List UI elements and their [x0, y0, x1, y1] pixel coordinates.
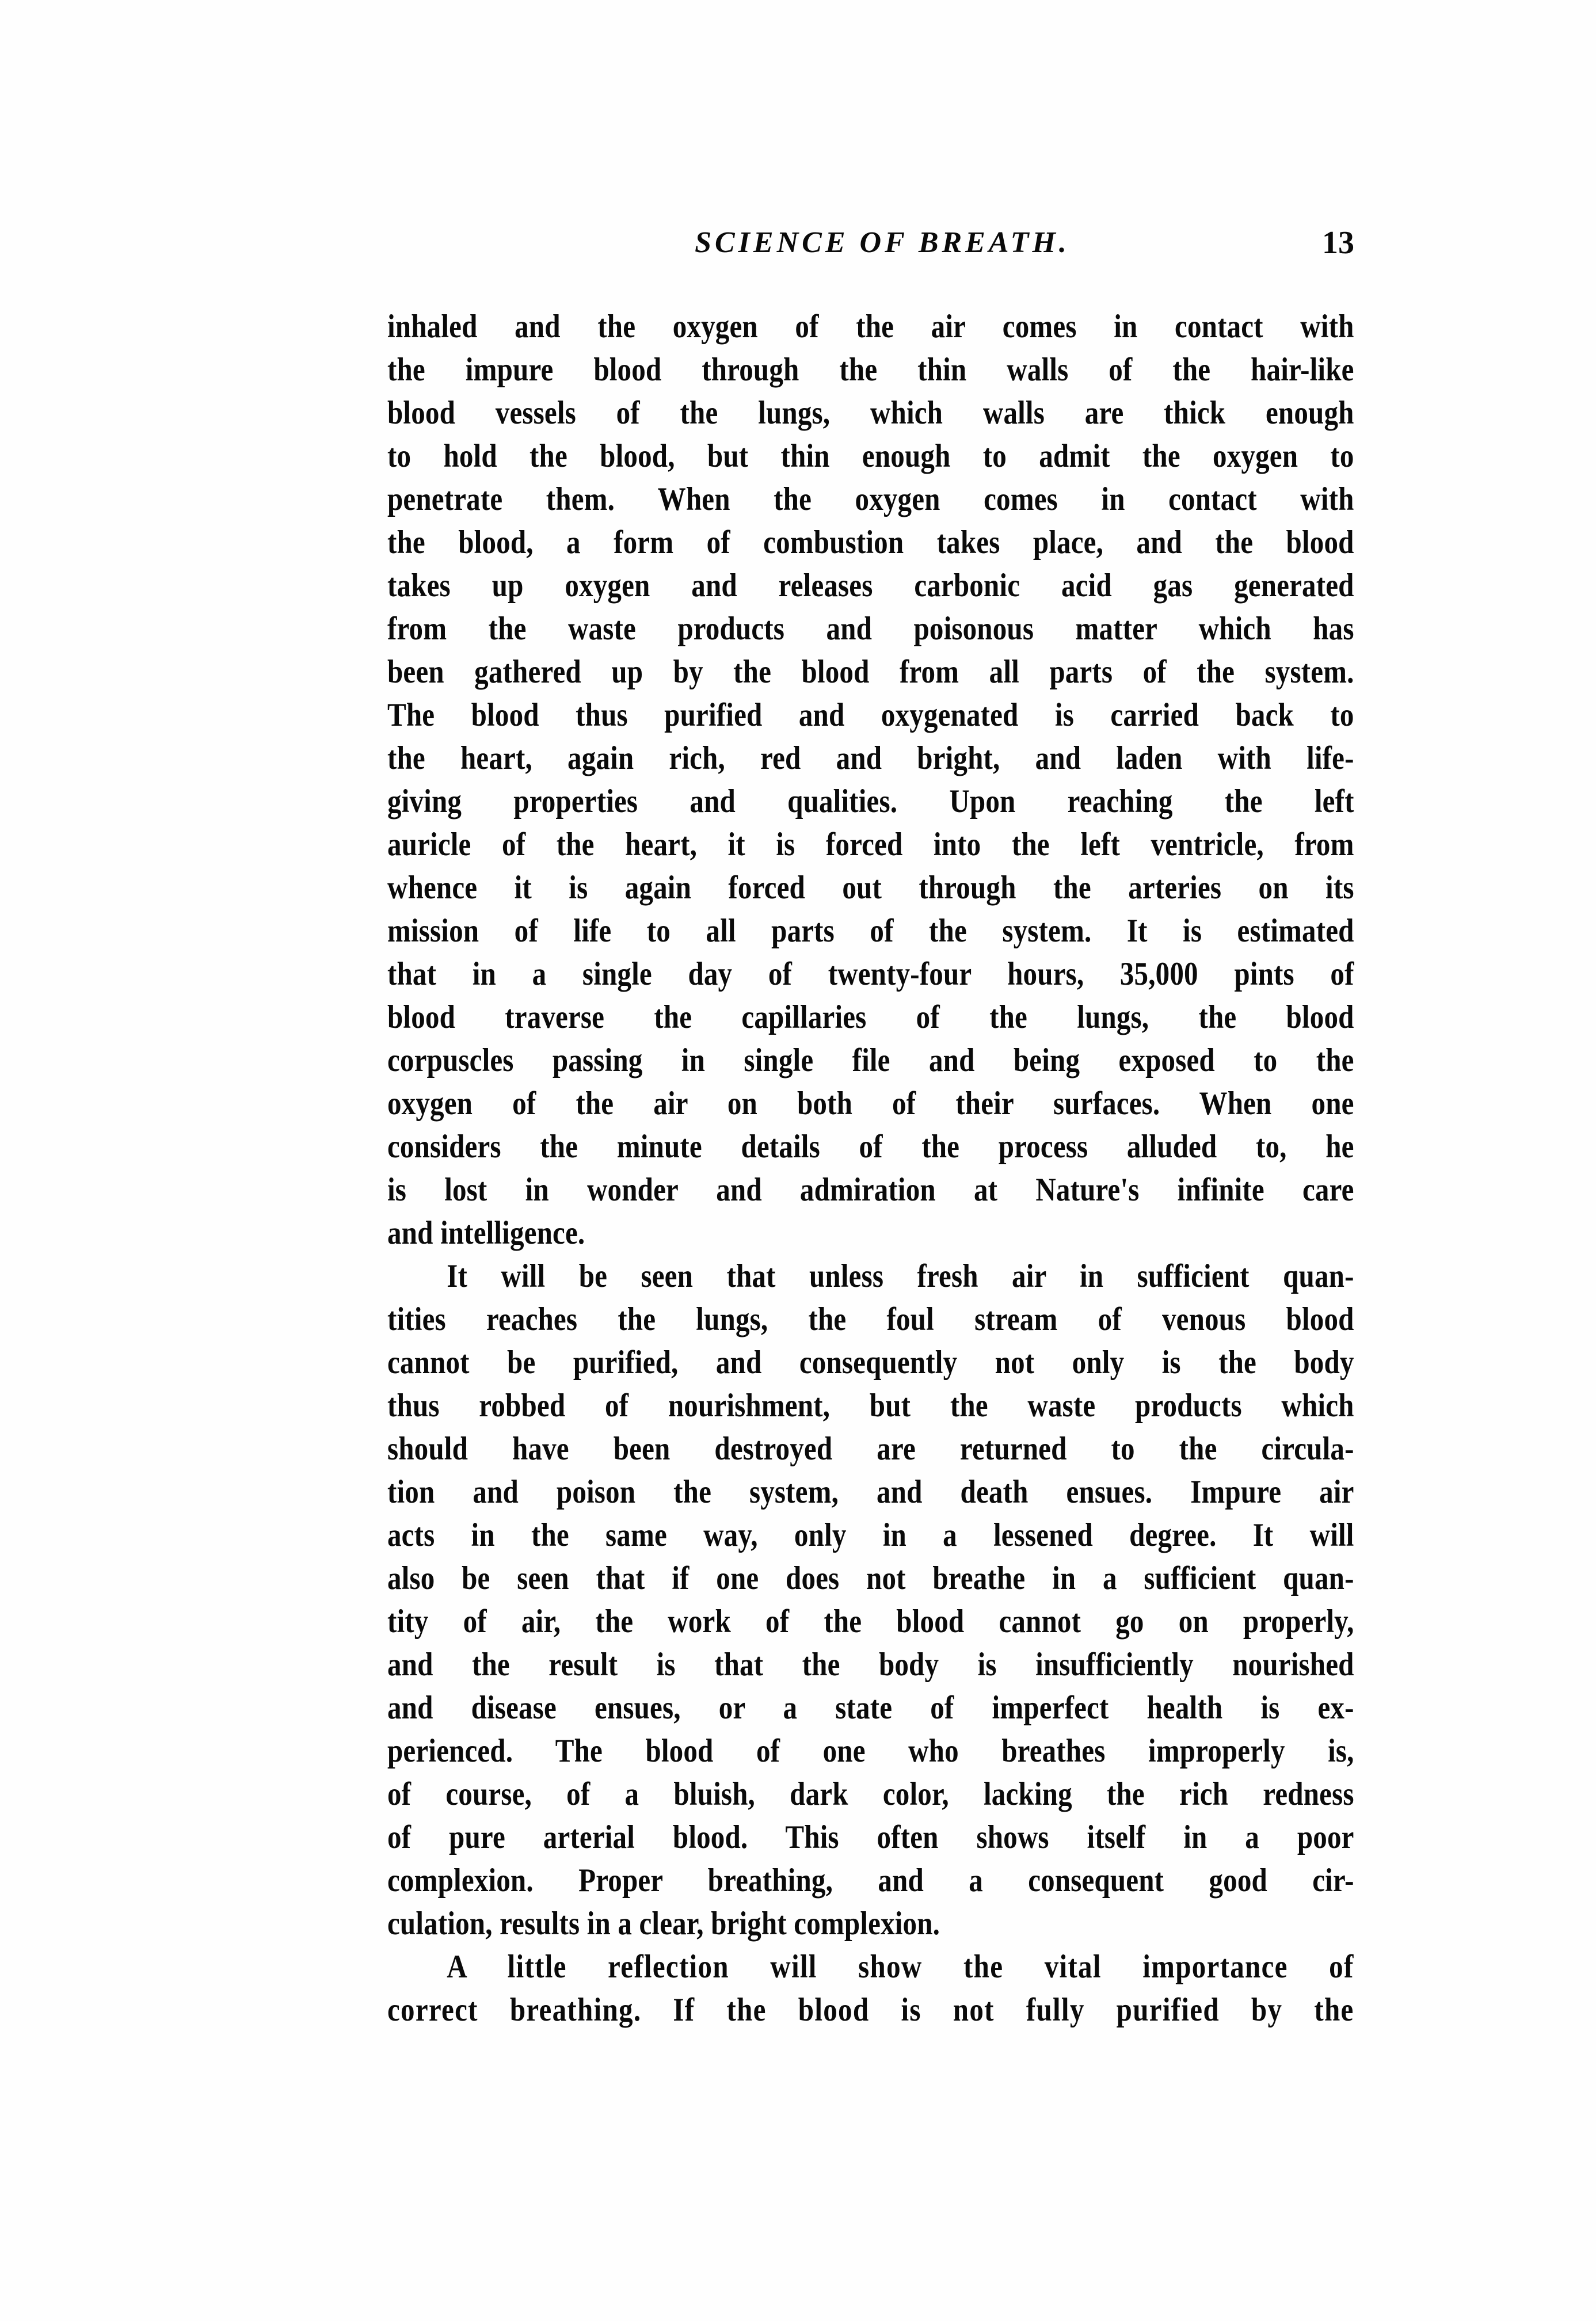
text-line: to hold the blood, but thin enough to admit the oxygen to: [387, 438, 1354, 474]
text-line: oxygen of the air on both of their surfaces. When one: [387, 1085, 1354, 1122]
text-line: considers the minute details of the process alluded to, he: [387, 1129, 1354, 1165]
text-line: It will be seen that unless fresh air in sufficient quan-: [447, 1258, 1354, 1294]
text-line: whence it is again forced out through the arteries on its: [387, 870, 1354, 906]
text-line: and intelligence.: [387, 1215, 585, 1251]
text-line: takes up oxygen and releases carbonic acid gas generated: [387, 567, 1354, 604]
text-line: the heart, again rich, red and bright, and laden with life-: [387, 740, 1354, 776]
text-line: the blood, a form of combustion takes place, and the blood: [387, 524, 1354, 561]
text-line: penetrate them. When the oxygen comes in contact with: [387, 481, 1354, 517]
text-line: of course, of a bluish, dark color, lacking the rich redness: [387, 1776, 1354, 1812]
text-line: complexion. Proper breathing, and a consequent good cir-: [387, 1862, 1354, 1899]
text-line: inhaled and the oxygen of the air comes in contact with: [387, 308, 1354, 345]
running-head: [387, 226, 1354, 260]
text-line: blood traverse the capillaries of the lungs, the blood: [387, 999, 1354, 1035]
text-line: blood vessels of the lungs, which walls are thick enough: [387, 395, 1354, 431]
text-line: tities reaches the lungs, the foul stream of venous blood: [387, 1301, 1354, 1337]
text-line: tity of air, the work of the blood cannot go on properly,: [387, 1603, 1354, 1640]
text-line: mission of life to all parts of the system. It is estimated: [387, 913, 1354, 949]
text-line: also be seen that if one does not breathe in a sufficient quan-: [387, 1560, 1354, 1596]
page-number: 13: [1322, 225, 1354, 261]
text-line: should have been destroyed are returned to the circula-: [387, 1431, 1354, 1467]
text-line: thus robbed of nourishment, but the waste products which: [387, 1388, 1354, 1424]
text-line: auricle of the heart, it is forced into the left ventricle, from: [387, 826, 1354, 863]
text-line: giving properties and qualities. Upon reaching the left: [387, 783, 1354, 820]
text-line: correct breathing. If the blood is not fully purified by the: [387, 1992, 1354, 2028]
running-title: SCIENCE OF BREATH.: [695, 226, 1070, 259]
text-line: the impure blood through the thin walls of the hair-like: [387, 352, 1354, 388]
text-line: that in a single day of twenty-four hours, 35,000 pints of: [387, 956, 1354, 992]
text-line: The blood thus purified and oxygenated is carried back to: [387, 697, 1354, 733]
text-line: perienced. The blood of one who breathes improperly is,: [387, 1733, 1354, 1769]
text-line: and disease ensues, or a state of imperfect health is ex-: [387, 1690, 1354, 1726]
text-line: corpuscles passing in single file and being exposed to the: [387, 1042, 1354, 1078]
text-line: is lost in wonder and admiration at Nature's infinite care: [387, 1172, 1354, 1208]
text-line: A little reflection will show the vital importance of: [447, 1949, 1354, 1985]
text-line: cannot be purified, and consequently not only is the body: [387, 1344, 1354, 1381]
text-line: and the result is that the body is insufficiently nourished: [387, 1647, 1354, 1683]
text-line: tion and poison the system, and death ensues. Impure air: [387, 1474, 1354, 1510]
text-line: from the waste products and poisonous matter which has: [387, 611, 1354, 647]
text-line: of pure arterial blood. This often shows itself in a poor: [387, 1819, 1354, 1855]
text-line: been gathered up by the blood from all parts of the system.: [387, 654, 1354, 690]
body-text: [387, 305, 1354, 2032]
text-line: acts in the same way, only in a lessened degree. It will: [387, 1517, 1354, 1553]
text-line: culation, results in a clear, bright complexion.: [387, 1905, 940, 1942]
